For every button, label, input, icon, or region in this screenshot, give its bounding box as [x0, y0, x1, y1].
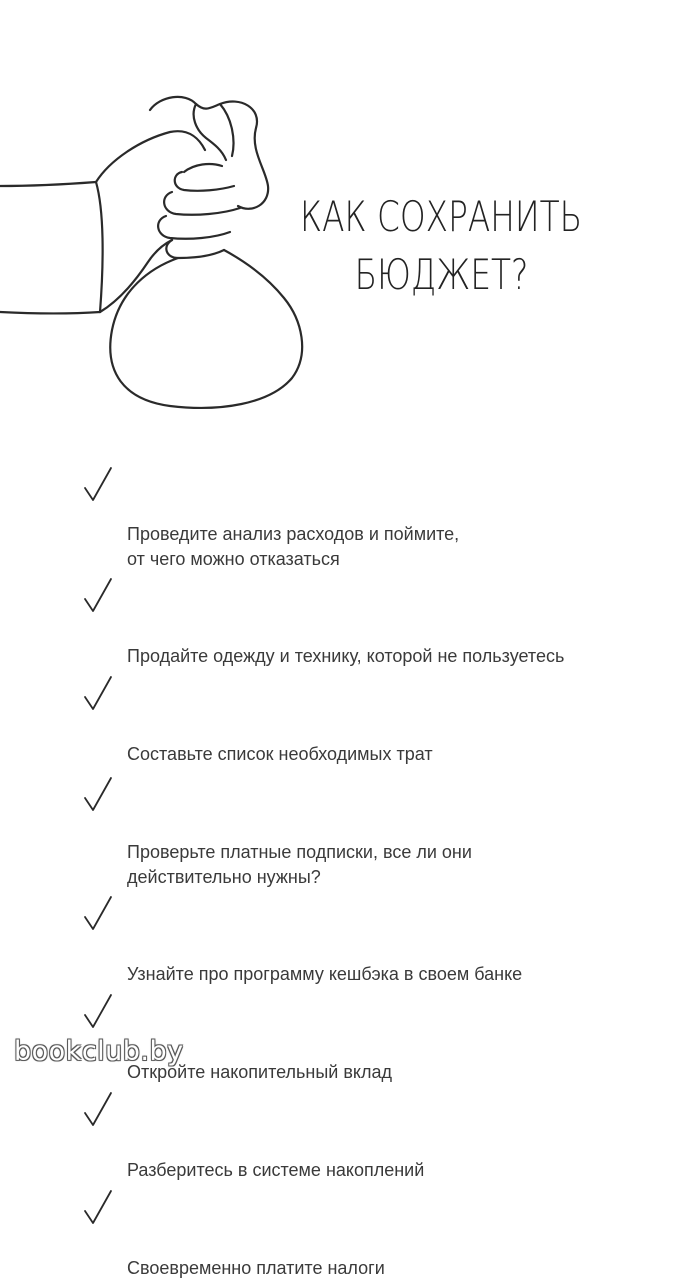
checklist: [82, 472, 692, 1281]
checklist-item: [82, 790, 692, 890]
watermark: bookclub.by: [14, 1036, 184, 1067]
checklist-item: [82, 692, 692, 767]
checklist-item-text: Проверьте платные подписки, все ли они действительно нужны?: [127, 842, 472, 887]
checkmark-icon: [82, 675, 114, 715]
checklist-item: [82, 1206, 692, 1281]
checklist-item: [82, 1108, 692, 1183]
checkmark-icon: [82, 1189, 114, 1229]
checkmark-icon: [82, 577, 114, 617]
title-line-1: КАК СОХРАНИТЬ: [300, 192, 583, 241]
checklist-item-text: Своевременно платите налоги: [127, 1258, 385, 1278]
checklist-item-text: Узнайте про программу кешбэка в своем банке: [127, 964, 523, 984]
checklist-item: [82, 594, 692, 669]
checklist-item-text: Составьте список необходимых трат: [127, 744, 433, 764]
title-line-2: БЮДЖЕТ?: [354, 250, 529, 299]
checklist-item-text: Продайте одежду и технику, которой не пользуетесь: [127, 646, 565, 666]
checkmark-icon: [82, 466, 114, 506]
checklist-item: [82, 472, 692, 572]
hand-holding-money-bag-icon: [0, 90, 320, 420]
checkmark-icon: [82, 993, 114, 1033]
page-title: [300, 188, 604, 304]
checklist-item: [82, 912, 692, 987]
checkmark-icon: [82, 895, 114, 935]
checklist-item-text: Проведите анализ расходов и поймите, от чего можно отказаться: [127, 524, 460, 569]
checkmark-icon: [82, 776, 114, 816]
checkmark-icon: [82, 1091, 114, 1131]
checklist-item-text: Откройте накопительный вклад: [127, 1062, 393, 1082]
checklist-item-text: Разберитесь в системе накоплений: [127, 1160, 425, 1180]
